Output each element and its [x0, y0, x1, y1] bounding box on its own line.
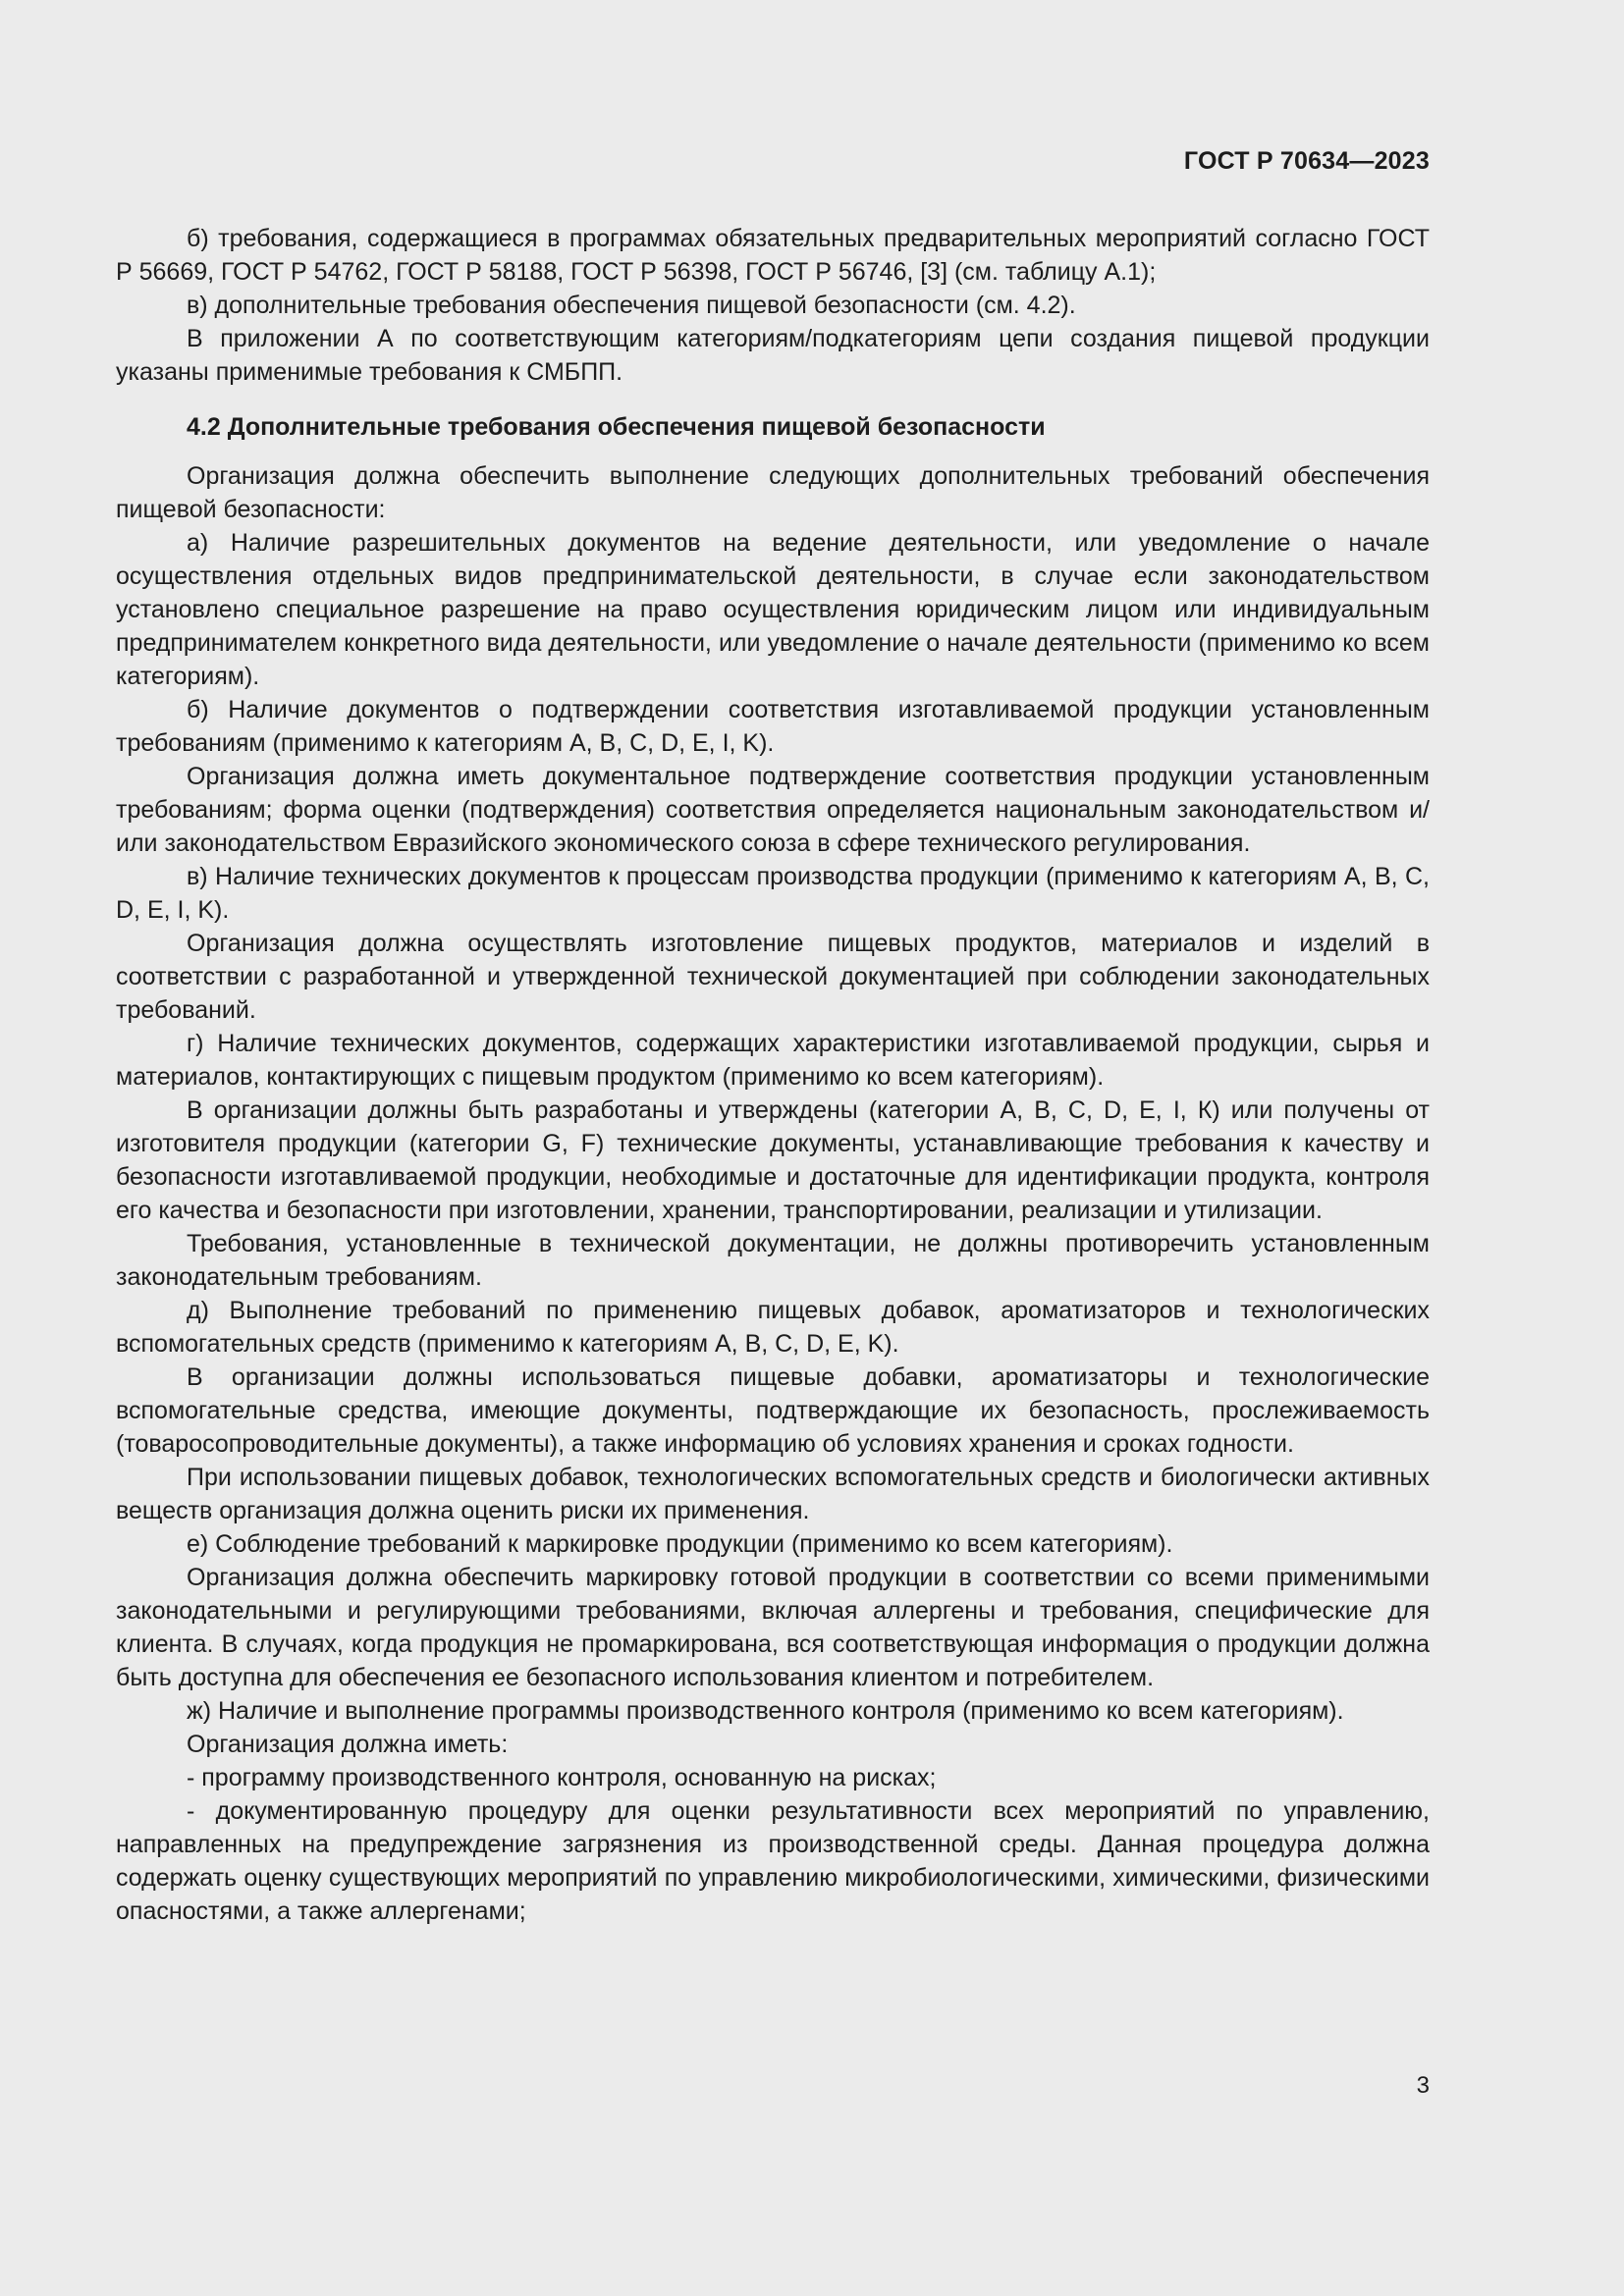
paragraph: Организация должна иметь документальное подтверждение соответствия продукции установленным требованиям; форма оценки (подтверждения) соответствия определяется национальным законодательством и/или законодательством Евразийского экономического союза в сфере технического регулирования.: [116, 763, 1430, 857]
paragraph: Организация должна осуществлять изготовление пищевых продуктов, материалов и изделий в соответствии с разработанной и утвержденной технической документацией при соблюдении законодательных требований.: [116, 930, 1430, 1024]
paragraph: д) Выполнение требований по применению пищевых добавок, ароматизаторов и технологических вспомогательных средств (применимо к категориям A, B, C, D, E, K).: [116, 1297, 1430, 1358]
paragraph: е) Соблюдение требований к маркировке продукции (применимо ко всем категориям).: [187, 1530, 1173, 1558]
paragraph: В приложении А по соответствующим категориям/подкатегориям цепи создания пищевой продукции указаны применимые требования к СМБПП.: [116, 325, 1430, 386]
section-heading: 4.2 Дополнительные требования обеспечения пищевой безопасности: [187, 413, 1046, 441]
paragraph: г) Наличие технических документов, содержащих характеристики изготавливаемой продукции, сырья и материалов, контактирующих с пищевым продуктом (применимо ко всем категориям).: [116, 1030, 1430, 1091]
paragraph: в) Наличие технических документов к процессам производства продукции (применимо к категориям A, B, C, D, E, I, K).: [116, 863, 1430, 924]
paragraph: Организация должна иметь:: [187, 1731, 509, 1758]
document-body: [116, 222, 1430, 1928]
paragraph: В организации должны использоваться пищевые добавки, ароматизаторы и технологические вспомогательные средства, имеющие документы, подтверждающие их безопасность, прослеживаемость (товаросопроводительные документы), а также информацию об условиях хранения и сроках годности.: [116, 1363, 1430, 1458]
paragraph: - программу производственного контроля, основанную на рисках;: [187, 1764, 937, 1791]
paragraph: б) требования, содержащиеся в программах обязательных предварительных мероприятий согласно ГОСТ Р 56669, ГОСТ Р 54762, ГОСТ Р 58188, ГОСТ Р 56398, ГОСТ Р 56746, [3] (см. таблицу А.1);: [116, 225, 1430, 286]
paragraph: При использовании пищевых добавок, технологических вспомогательных средств и биологически активных веществ организация должна оценить риски их применения.: [116, 1464, 1430, 1524]
paragraph: - документированную процедуру для оценки результативности всех мероприятий по управлению, направленных на предупреждение загрязнения из производственной среды. Данная процедура должна содержать оценку существующих мероприятий по управлению микробиологическими, химическими, физическими опасностями, а также аллергенами;: [116, 1797, 1430, 1925]
paragraph: В организации должны быть разработаны и утверждены (категории A, B, C, D, E, I, К) или получены от изготовителя продукции (категории G, F) технические документы, устанавливающие требования к качеству и безопасности изготавливаемой продукции, необходимые и достаточные для идентификации продукта, контроля его качества и безопасности при изготовлении, хранении, транспортировании, реализации и утилизации.: [116, 1096, 1430, 1224]
paragraph: Организация должна обеспечить выполнение следующих дополнительных требований обеспечения пищевой безопасности:: [116, 462, 1430, 523]
paragraph: ж) Наличие и выполнение программы производственного контроля (применимо ко всем категориям).: [187, 1697, 1344, 1725]
paragraph: в) дополнительные требования обеспечения пищевой безопасности (см. 4.2).: [187, 292, 1076, 319]
paragraph: Организация должна обеспечить маркировку готовой продукции в соответствии со всеми применимыми законодательными и регулирующими требованиями, включая аллергены и требования, специфические для клиента. В случаях, когда продукция не промаркирована, вся соответствующая информация о продукции должна быть доступна для обеспечения ее безопасного использования клиентом и потребителем.: [116, 1564, 1430, 1691]
paragraph: б) Наличие документов о подтверждении соответствия изготавливаемой продукции установленным требованиям (применимо к категориям A, B, C, D, E, I, K).: [116, 696, 1430, 757]
paragraph: а) Наличие разрешительных документов на ведение деятельности, или уведомление о начале осуществления отдельных видов предпринимательской деятельности, в случае если законодательством установлено специальное разрешение на право осуществления юридическим лицом или индивидуальным предпринимателем конкретного вида деятельности, или уведомление о начале деятельности (применимо ко всем категориям).: [116, 529, 1430, 690]
page-number: 3: [1416, 2072, 1430, 2099]
document-id-header: ГОСТ Р 70634—2023: [1183, 147, 1430, 175]
paragraph: Требования, установленные в технической документации, не должны противоречить установленным законодательным требованиям.: [116, 1230, 1430, 1291]
